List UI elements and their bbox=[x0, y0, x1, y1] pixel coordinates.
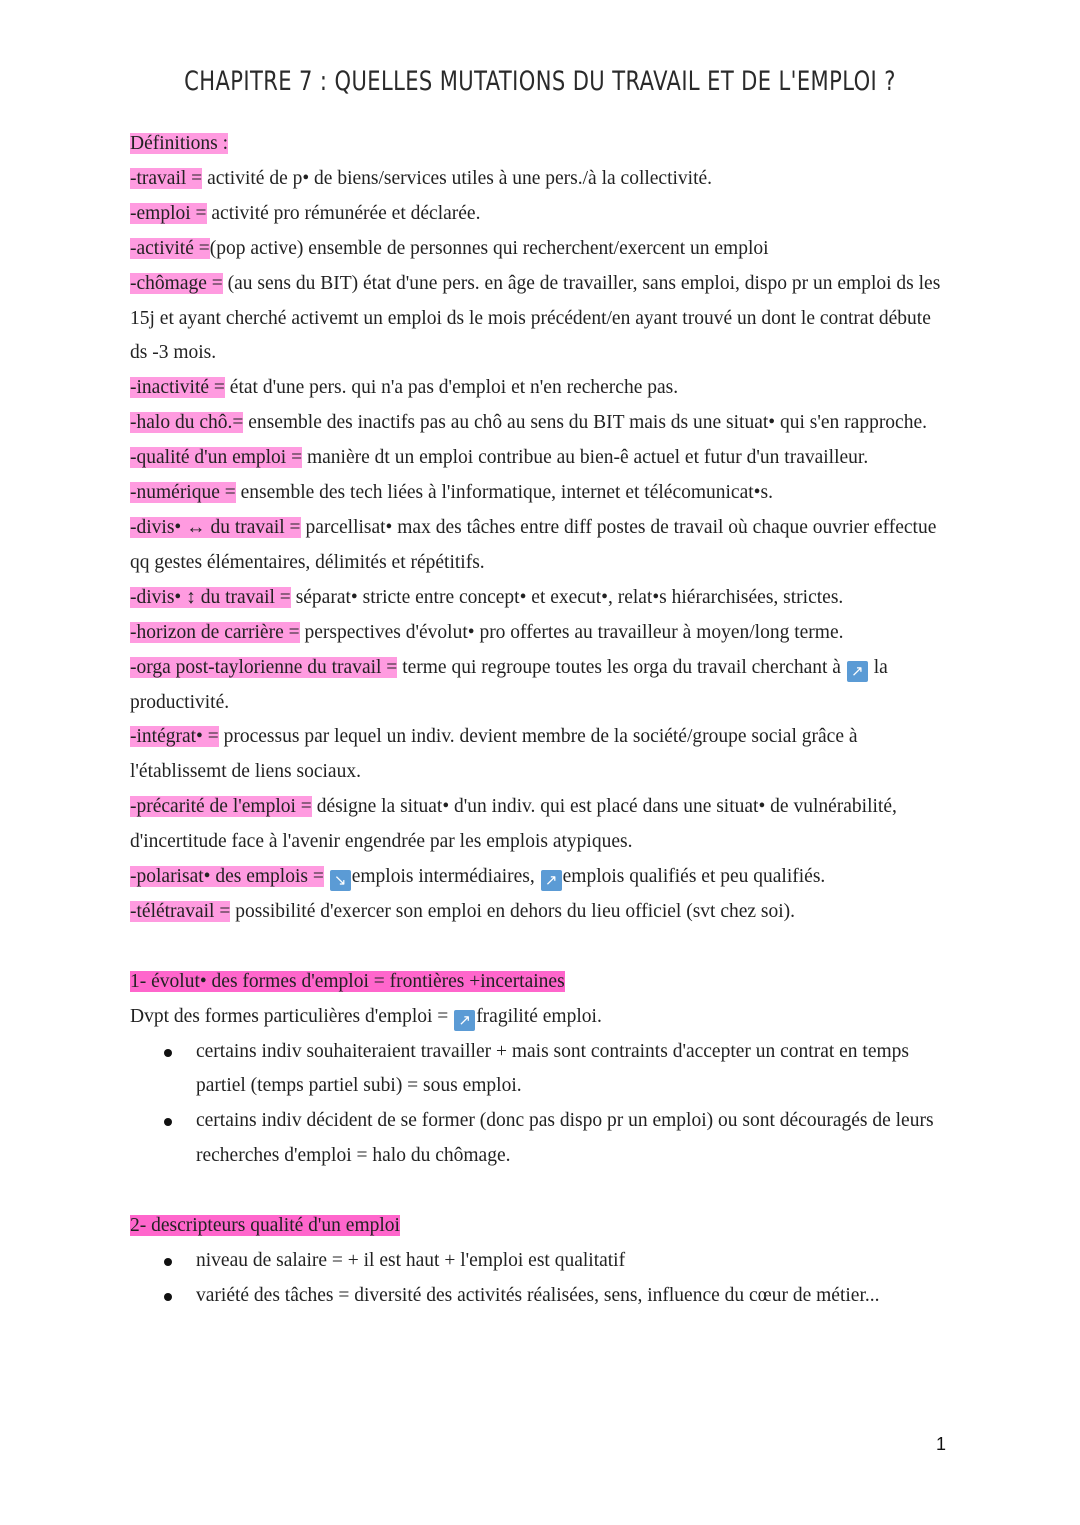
definition-precarite bbox=[130, 790, 950, 860]
section-1-heading: 1- évolut• des formes d'emploi = frontières +incertaines bbox=[130, 970, 565, 992]
page-number: 1 bbox=[935, 1434, 946, 1454]
definition-post-taylorienne bbox=[130, 651, 950, 721]
definition-travail bbox=[130, 162, 950, 197]
definition-text-end: la productivité. bbox=[130, 656, 888, 713]
term: -orga post-taylorienne du travail = bbox=[130, 656, 398, 678]
definition-horizon-carriere bbox=[130, 616, 950, 651]
definition-text: perspectives d'évolut• pro offertes au travailleur à moyen/long terme. bbox=[299, 621, 844, 643]
list-item: certains indiv souhaiteraient travailler + mais sont contraints d'accepter un contrat en temps partiel (temps partiel subi) = sous emploi. bbox=[196, 1035, 950, 1105]
section-1-list bbox=[130, 1035, 950, 1175]
definition-text: possibilité d'exercer son emploi en dehors du lieu officiel (svt chez soi). bbox=[230, 900, 796, 922]
term: -horizon de carrière = bbox=[130, 621, 300, 643]
definition-text: emplois intermédiaires, bbox=[351, 866, 540, 888]
definition-text: désigne la situat• d'un indiv. qui est placé dans une situat• de vulnérabilité, d'incertitude face à l'avenir engendrée par les emplois atypiques. bbox=[130, 796, 897, 853]
definition-text: séparat• stricte entre concept• et execut•, relat•s hiérarchisées, strictes. bbox=[290, 586, 844, 608]
definition-text: activité pro rémunérée et déclarée. bbox=[206, 202, 481, 224]
definition-text: activité de p• de biens/services utiles à une pers./à la collectivité. bbox=[202, 167, 713, 189]
definition-polarisation bbox=[130, 860, 950, 895]
term: -divis• ↕ du travail = bbox=[130, 586, 291, 608]
term: -polarisat• des emplois = bbox=[130, 866, 324, 888]
term: -divis• ↔ du travail = bbox=[130, 516, 301, 538]
term: -numérique = bbox=[130, 482, 236, 504]
up-arrow-icon: ↗ bbox=[541, 870, 562, 891]
up-arrow-icon: ↗ bbox=[454, 1010, 475, 1031]
term: -emploi = bbox=[130, 202, 207, 224]
definition-teletravail bbox=[130, 895, 950, 930]
definition-text: (pop active) ensemble de personnes qui recherchent/exercent un emploi bbox=[209, 237, 769, 259]
definition-text: terme qui regroupe toutes les orga du travail cherchant à bbox=[397, 656, 841, 678]
down-arrow-icon: ↘ bbox=[330, 870, 351, 891]
list-item: certains indiv décident de se former (donc pas dispo pr un emploi) ou sont découragés de leurs recherches d'emploi = halo du chômage. bbox=[196, 1104, 950, 1174]
definition-numerique bbox=[130, 476, 950, 511]
definition-qualite-emploi bbox=[130, 441, 950, 476]
term: -télétravail = bbox=[130, 900, 231, 922]
term: -qualité d'un emploi = bbox=[130, 447, 303, 469]
term: -inactivité = bbox=[130, 377, 225, 399]
term: -halo du chô.= bbox=[130, 412, 244, 434]
definition-division-horizontale bbox=[130, 511, 950, 581]
term: -précarité de l'emploi = bbox=[130, 796, 312, 818]
definition-inactivite bbox=[130, 371, 950, 406]
up-arrow-icon: ↗ bbox=[847, 661, 868, 682]
term: -chômage = bbox=[130, 272, 223, 294]
definition-integration bbox=[130, 720, 950, 790]
section-2-heading: 2- descripteurs qualité d'un emploi bbox=[130, 1215, 400, 1237]
document-body bbox=[130, 127, 950, 1314]
definition-text: ensemble des inactifs pas au chô au sens du BIT mais ds une situat• qui s'en rapproche. bbox=[243, 412, 927, 434]
definition-text: état d'une pers. qui n'a pas d'emploi et n'en recherche pas. bbox=[224, 377, 679, 399]
term: -intégrat• = bbox=[130, 726, 219, 748]
page-title: CHAPITRE 7 : QUELLES MUTATIONS DU TRAVAIL ET DE L'EMPLOI ? bbox=[184, 66, 896, 97]
definition-activite bbox=[130, 232, 950, 267]
definition-text: ensemble des tech liées à l'informatique, internet et télécomunicat•s. bbox=[235, 482, 773, 504]
definition-text: (au sens du BIT) état d'une pers. en âge de travailler, sans emploi, dispo pr un emploi ds les 15j et ayant cherché activemt un emploi ds le mois précédent/en ayant trouvé un dont le contrat débute ds -3 mois. bbox=[130, 272, 941, 364]
term: -activité = bbox=[130, 237, 210, 259]
definition-chomage bbox=[130, 267, 950, 372]
definition-text: parcellisat• max des tâches entre diff postes de travail où chaque ouvrier effectue qq gestes élémentaires, délimités et répétitifs. bbox=[130, 516, 937, 573]
definition-emploi bbox=[130, 197, 950, 232]
term: -travail = bbox=[130, 167, 203, 189]
definition-text: emplois qualifiés et peu qualifiés. bbox=[562, 866, 826, 888]
section-1-intro: Dvpt des formes particulières d'emploi = ↗ fragilité emploi. bbox=[130, 1005, 602, 1029]
definition-division-verticale bbox=[130, 581, 950, 616]
definition-text: manière dt un emploi contribue au bien-ê actuel et futur d'un travailleur. bbox=[302, 447, 869, 469]
definition-halo bbox=[130, 406, 950, 441]
section-2-list bbox=[130, 1244, 950, 1314]
list-item: niveau de salaire = + il est haut + l'emploi est qualitatif bbox=[196, 1244, 950, 1279]
definitions-heading: Définitions : bbox=[130, 133, 229, 154]
list-item: variété des tâches = diversité des activités réalisées, sens, influence du cœur de métier... bbox=[196, 1279, 950, 1314]
definition-text: processus par lequel un indiv. devient membre de la société/groupe social grâce à l'établissemt de liens sociaux. bbox=[130, 726, 858, 783]
